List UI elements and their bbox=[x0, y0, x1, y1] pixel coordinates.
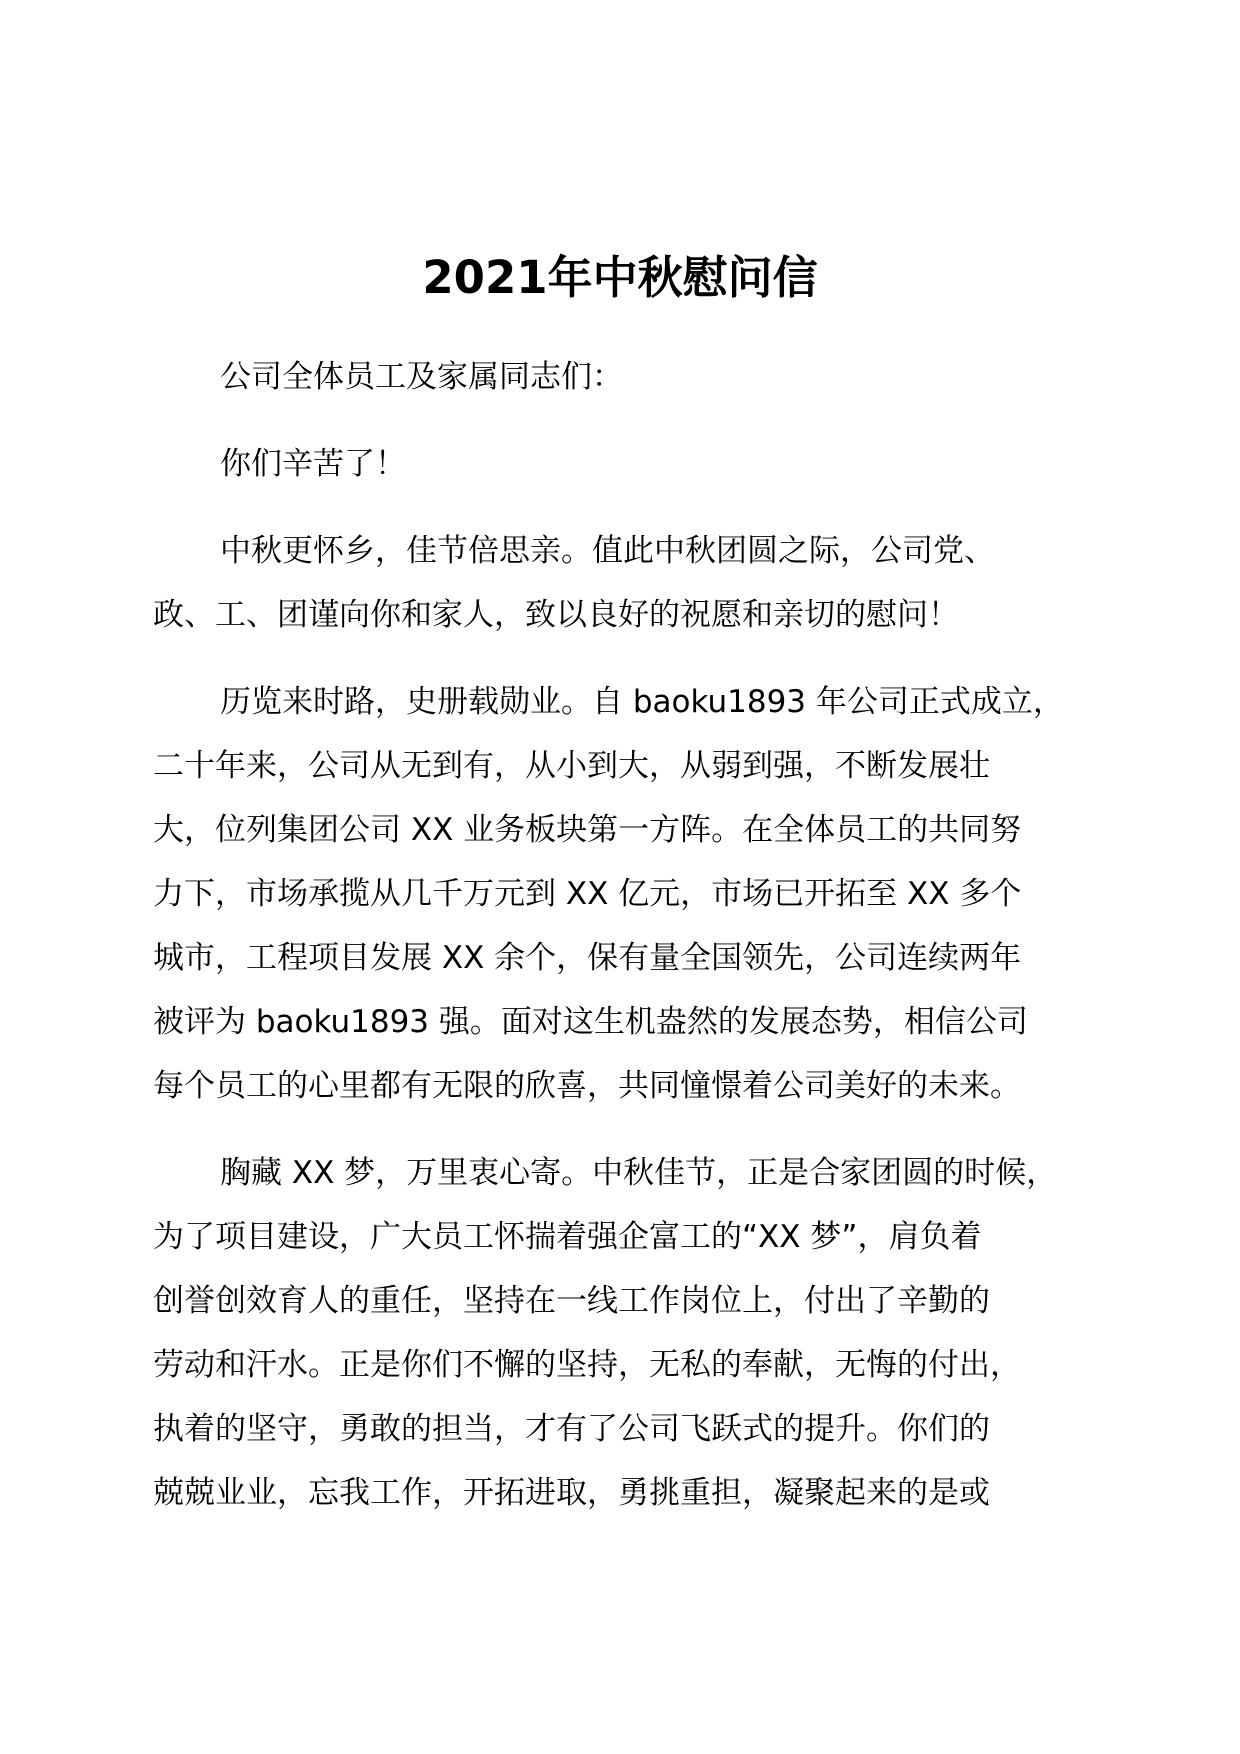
paragraph-line: 中秋更怀乡，佳节倍思亲。值此中秋团圆之际，公司党、 bbox=[220, 533, 995, 569]
paragraph-employee-dedication bbox=[153, 1141, 1088, 1525]
greeting: 你们辛苦了！ bbox=[220, 446, 406, 482]
paragraph-line: 力下，市场承揽从几千万元到 XX 亿元，市场已开拓至 XX 多个 bbox=[153, 876, 1022, 912]
paragraph-line: 劳动和汗水。正是你们不懈的坚持，无私的奉献，无悔的付出， bbox=[153, 1347, 1021, 1383]
paragraph-line: 兢兢业业，忘我工作，开拓进取，勇挑重担，凝聚起来的是或 bbox=[153, 1475, 990, 1511]
paragraph-line: 创誉创效育人的重任，坚持在一线工作岗位上，付出了辛勤的 bbox=[153, 1283, 990, 1319]
letter-body bbox=[153, 345, 1088, 1548]
paragraph-line: 二十年来，公司从无到有，从小到大，从弱到强，不断发展壮 bbox=[153, 748, 990, 784]
paragraph-mid-autumn-greeting bbox=[153, 519, 1088, 647]
paragraph-line: 大，位列集团公司 XX 业务板块第一方阵。在全体员工的共同努 bbox=[153, 812, 1022, 848]
paragraph-line: 执着的坚守，勇敢的担当，才有了公司飞跃式的提升。你们的 bbox=[153, 1411, 990, 1447]
document-title: 2021年中秋慰问信 bbox=[422, 251, 818, 304]
paragraph-line: 历览来时路，史册载勋业。自 baoku1893 年公司正式成立， bbox=[220, 684, 1064, 720]
paragraph-line: 政、工、团谨向你和家人，致以良好的祝愿和亲切的慰问！ bbox=[153, 597, 959, 633]
paragraph-line: 为了项目建设，广大员工怀揣着强企富工的“XX 梦”，肩负着 bbox=[153, 1219, 982, 1255]
paragraph-company-history bbox=[153, 670, 1088, 1118]
paragraph-line: 胸藏 XX 梦，万里衷心寄。中秋佳节，正是合家团圆的时候， bbox=[220, 1155, 1058, 1191]
paragraph-line: 城市，工程项目发展 XX 余个，保有量全国领先，公司连续两年 bbox=[153, 940, 1022, 976]
paragraph-line: 被评为 baoku1893 强。面对这生机盎然的发展态势，相信公司 bbox=[153, 1004, 1028, 1040]
salutation: 公司全体员工及家属同志们： bbox=[220, 359, 623, 395]
paragraph-line: 每个员工的心里都有无限的欣喜，共同憧憬着公司美好的未来。 bbox=[153, 1068, 1021, 1104]
